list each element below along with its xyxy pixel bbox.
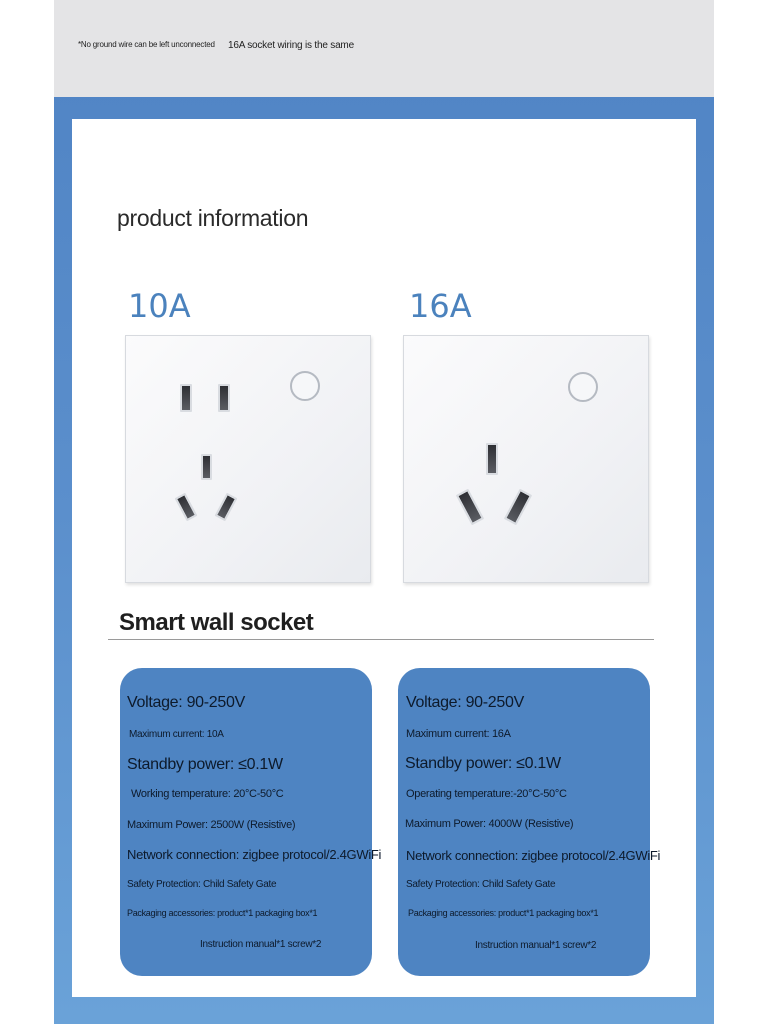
product-page xyxy=(54,0,714,1024)
ground-wire-note: *No ground wire can be left unconnected xyxy=(78,40,215,49)
product-subtitle: Smart wall socket xyxy=(119,609,314,636)
spec-manual: Instruction manual*1 screw*2 xyxy=(475,940,597,951)
power-button-icon xyxy=(290,371,320,401)
product-info-panel xyxy=(72,119,696,997)
rating-label-10a: 10A xyxy=(128,287,191,325)
spec-voltage: Voltage: 90-250V xyxy=(127,694,245,711)
spec-network: Network connection: zigbee protocol/2.4GWiFi xyxy=(127,847,382,862)
outlet-slot-icon xyxy=(180,384,192,412)
header-strip xyxy=(54,0,714,97)
spec-power: Maximum Power: 4000W (Resistive) xyxy=(405,818,574,830)
outlet-slot-icon xyxy=(504,489,532,526)
socket-image-16a xyxy=(403,335,649,583)
outlet-slot-icon xyxy=(201,454,212,480)
spec-power: Maximum Power: 2500W (Resistive) xyxy=(127,819,296,831)
outlet-slot-icon xyxy=(218,384,230,412)
wiring-note: 16A socket wiring is the same xyxy=(228,40,354,51)
spec-safety: Safety Protection: Child Safety Gate xyxy=(127,879,277,890)
spec-card-10a xyxy=(120,668,382,976)
outlet-slot-icon xyxy=(486,443,498,475)
rating-label-16a: 16A xyxy=(409,287,472,325)
spec-current: Maximum current: 16A xyxy=(406,728,511,740)
divider xyxy=(108,639,654,640)
spec-voltage: Voltage: 90-250V xyxy=(406,694,524,711)
spec-safety: Safety Protection: Child Safety Gate xyxy=(406,879,556,890)
section-title: product information xyxy=(117,205,309,231)
spec-standby: Standby power: ≤0.1W xyxy=(405,755,561,772)
outlet-slot-icon xyxy=(456,489,484,526)
spec-card-16a xyxy=(398,668,661,976)
spec-temperature: Working temperature: 20°C-50°C xyxy=(131,788,284,800)
socket-image-10a xyxy=(125,335,371,583)
outlet-slot-icon xyxy=(215,493,238,522)
spec-packaging: Packaging accessories: product*1 packaging box*1 xyxy=(408,908,599,918)
power-button-icon xyxy=(568,372,598,402)
spec-temperature: Operating temperature:-20°C-50°C xyxy=(406,788,567,800)
spec-network: Network connection: zigbee protocol/2.4GWiFi xyxy=(406,848,661,863)
spec-current: Maximum current: 10A xyxy=(129,729,224,740)
spec-standby: Standby power: ≤0.1W xyxy=(127,756,283,773)
outlet-slot-icon xyxy=(175,493,198,522)
spec-packaging: Packaging accessories: product*1 packaging box*1 xyxy=(127,908,318,918)
spec-manual: Instruction manual*1 screw*2 xyxy=(200,939,322,950)
